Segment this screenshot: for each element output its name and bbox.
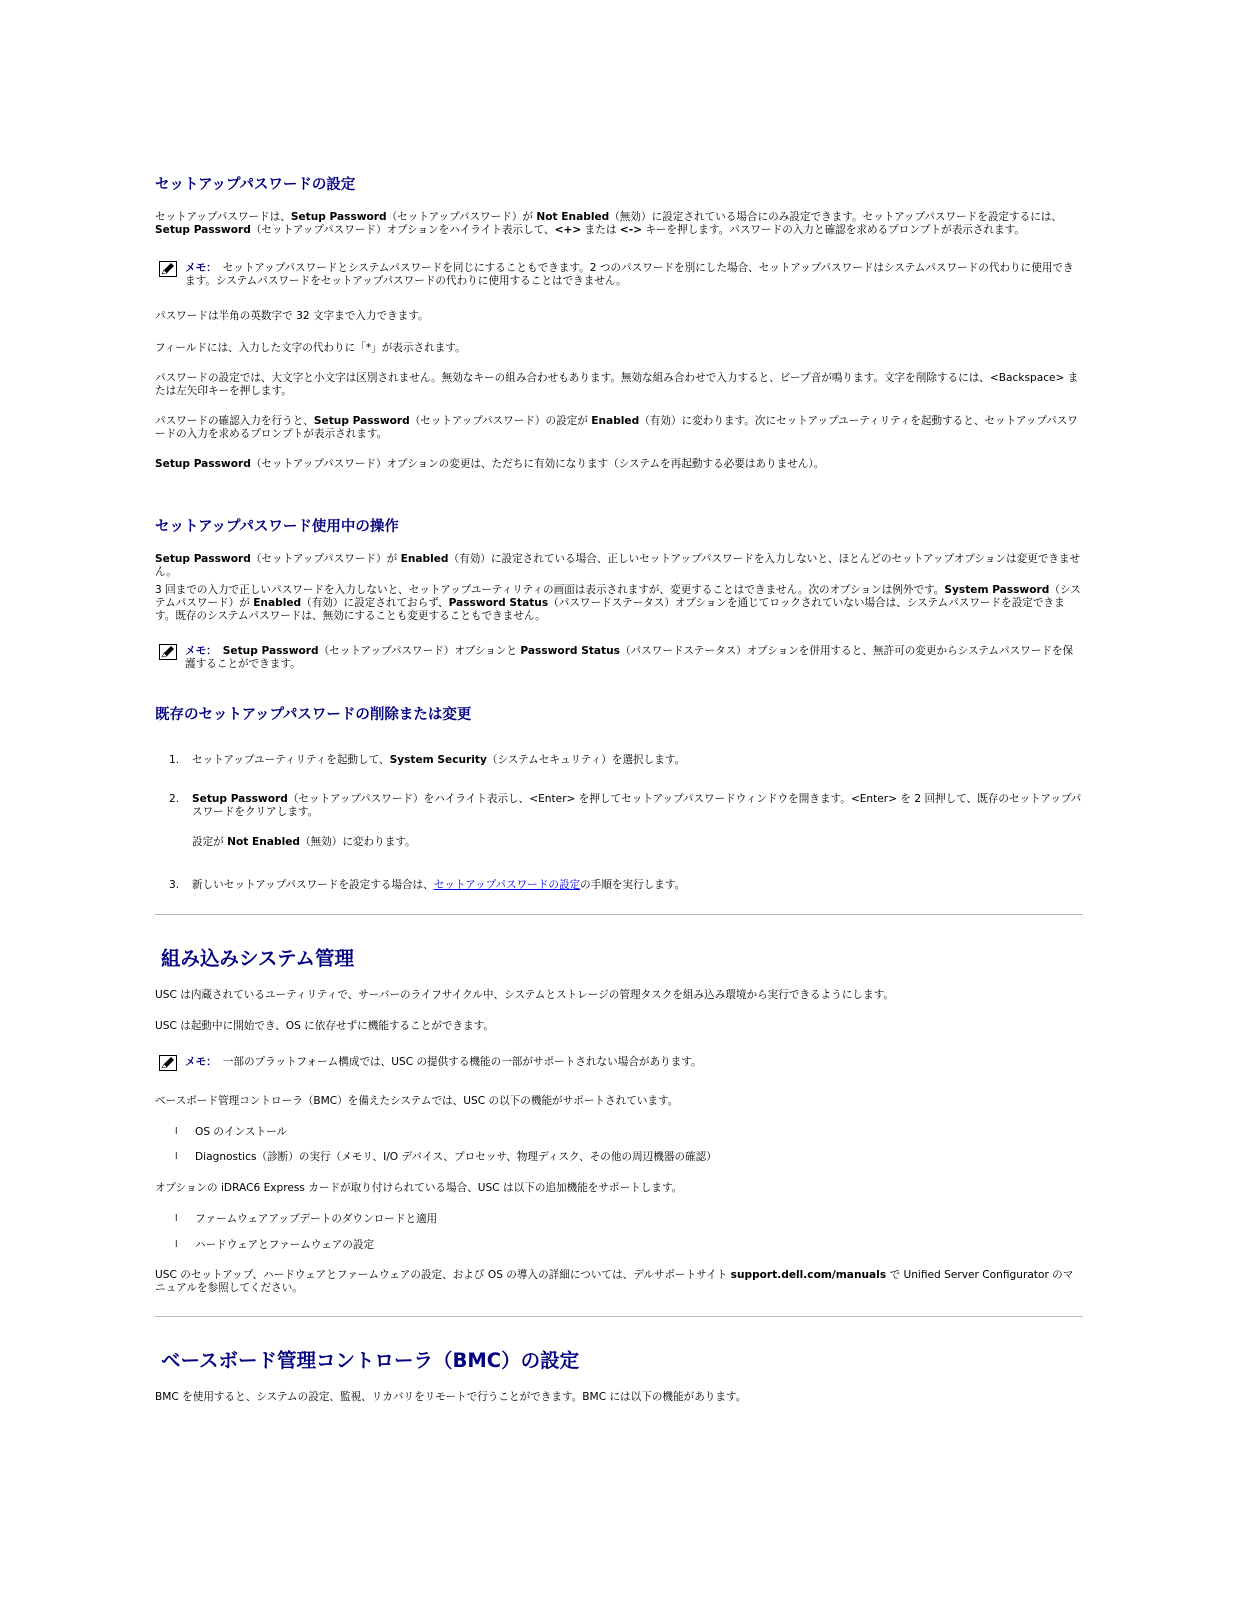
text: （有効）に設定されておらず、 [301,597,449,609]
paragraph-setup-intro [155,211,1083,237]
list-item [169,879,1083,892]
term-setup-password: Setup Password [290,211,387,223]
list-item-text: ハードウェアとファームウェアの設定 [195,1239,375,1251]
step-text [192,754,685,767]
term-setup-password: Setup Password [155,224,251,236]
term-password-status: Password Status [448,597,549,609]
term-setup-password: Setup Password [313,415,410,427]
paragraph-length: パスワードは半角の英数字で 32 文字まで入力できます。 [155,310,429,322]
note-label: メモ： [185,262,217,274]
note-box [155,645,1083,671]
note-pencil-icon [159,644,177,660]
list-item [169,754,1083,767]
paragraph-immediate [155,458,1083,471]
text: （パスワードステータス）オプションを通じてロックされていない場合は、システムパスワードを設定できます。既存のシステムパスワードは、無効にすることも変更することもできません。 [155,597,1065,622]
term-system-password: System Password [944,584,1050,596]
text: USC のセットアップ、ハードウェアとファームウェアの設定、および OS の導入の詳細については、デルサポートサイト [155,1269,731,1281]
term-setup-password: Setup Password [222,645,319,657]
bullet-icon: l [175,1214,178,1224]
note-text [185,645,1083,671]
note-text [185,262,1083,288]
bullet-icon: l [175,1152,178,1162]
text: （有効）に設定されている場合、正しいセットアップパスワードを入力しないと、ほとんどのセットアップオプションは変更できません。 [155,553,1081,578]
text: 新しいセットアップパスワードを設定する場合は、 [192,879,434,891]
term-password-status: Password Status [520,645,620,657]
term-setup-password: Setup Password [192,793,288,805]
text: （セットアップパスワード）が [386,211,537,223]
text: セットアップパスワードとシステムパスワードを同じにすることもできます。2 つのパスワードを別にした場合、セットアップパスワードはシステムパスワードの代わりに使用できます。システムパスワードをセットアップパスワードの代わりに使用することはできません。 [185,262,1074,287]
note-text [185,1056,702,1071]
text: または [581,224,620,236]
list-item [175,1213,437,1226]
term-setup-password: Setup Password [155,458,251,470]
heading-delete-or-change: 既存のセットアップパスワードの削除または変更 [155,707,472,723]
text: 3 回までの入力で正しいパスワードを入力しないと、セットアップユーティリティの画面は表示されますが、変更することはできません。次のオプションは例外です。 [155,584,945,596]
term-enabled: Enabled [591,415,640,427]
term-enabled: Enabled [400,553,449,565]
term-system-security: System Security [389,754,487,766]
text: で Unified Server Configurator のマニュアルを参照してください。 [155,1269,1074,1294]
text: キーを押します。パスワードの入力と確認を求めるプロンプトが表示されます。 [641,224,1026,236]
text: （システムパスワード）が [155,584,1081,609]
paragraph-asterisk: フィールドには、入力した文字の代わりに「*」が表示されます。 [155,342,466,354]
paragraph-usc-intro: USC は内蔵されているユーティリティで、サーバーのライフサイクル中、システムとストレージの管理タスクを組み込み環境から実行できるようにします。 [155,989,894,1001]
support-url: support.dell.com/manuals [730,1269,887,1281]
divider [155,914,1083,915]
note-label: メモ： [185,1056,217,1068]
step-text [192,793,1083,819]
text: （システムセキュリティ）を選択します。 [486,754,686,766]
paragraph-usc-manual [155,1269,1083,1295]
list-item-text: OS のインストール [195,1126,288,1138]
paragraph-three-attempts [155,584,1083,623]
text: （パスワードステータス）オプションを併用すると、無許可の変更からシステムパスワードを保護することができます。 [185,645,1074,670]
link-setup-password[interactable]: セットアップパスワードの設定 [433,879,581,891]
text: の手順を実行します。 [580,879,686,891]
step-number: 2. [169,793,180,805]
text: （セットアップパスワード）が [250,553,401,565]
text: パスワードの確認入力を行うと、 [155,415,314,427]
list-item [175,1239,374,1252]
text: （無効）に変わります。 [299,836,416,848]
divider [155,1316,1083,1317]
text: （セットアップパスワード）をハイライト表示し、<Enter> を押してセットアップパスワードウィンドウを開きます。<Enter> を 2 回押して、既存のセットアップパスワードをクリアします。 [192,793,1082,818]
note-box [155,262,1083,288]
step-result [192,836,1083,849]
heading-bmc-config: ベースボード管理コントローラ（BMC）の設定 [161,1349,580,1372]
list-item [169,793,1083,819]
heading-setup-password-in-use: セットアップパスワード使用中の操作 [155,519,399,535]
text: （セットアップパスワード）オプションをハイライト表示して、 [250,224,555,236]
paragraph-in-use [155,553,1083,579]
step-text [192,879,685,892]
term-setup-password: Setup Password [155,553,251,565]
text: （セットアップパスワード）の設定が [409,415,592,427]
note-box [155,1056,1083,1071]
heading-embedded-management: 組み込みシステム管理 [161,947,355,970]
term-enabled: Enabled [253,597,302,609]
text: セットアップユーティリティを起動して、 [192,754,390,766]
text: セットアップパスワードは、 [155,211,291,223]
term-not-enabled: Not Enabled [227,836,300,848]
list-item-text: Diagnostics（診断）の実行（メモリ、I/O デバイス、プロセッサ、物理ディスク、その他の周辺機器の確認） [195,1151,717,1163]
paragraph-bmc-intro: BMC を使用すると、システムの設定、監視、リカバリをリモートで行うことができます。BMC には以下の機能があります。 [155,1391,747,1403]
text: 一部のプラットフォーム構成では、USC の提供する機能の一部がサポートされない場合があります。 [222,1056,702,1068]
paragraph-case: パスワードの設定では、大文字と小文字は区別されません。無効なキーの組み合わせもあります。無効な組み合わせで入力すると、ビープ音が鳴ります。文字を削除するには、<Backspace> または左矢印キーを押します。 [155,372,1079,397]
text: （セットアップパスワード）オプションと [318,645,521,657]
note-pencil-icon [159,261,177,277]
step-number: 3. [169,879,180,891]
bullet-icon: l [175,1127,178,1137]
list-item-text: ファームウェアアップデートのダウンロードと適用 [195,1213,438,1225]
heading-setup-password: セットアップパスワードの設定 [155,177,356,193]
bullet-icon: l [175,1240,178,1250]
key-minus: <-> [619,224,642,236]
paragraph-usc-boot: USC は起動中に開始でき、OS に依存せずに機能することができます。 [155,1020,495,1032]
text: （セットアップパスワード）オプションの変更は、ただちに有効になります（システムを再起動する必要はありません）。 [250,458,825,470]
note-pencil-icon [159,1055,177,1071]
text: 設定が [192,836,228,848]
list-item [175,1126,287,1139]
list-item [175,1151,717,1164]
text: （有効）に変わります。次にセットアップユーティリティを起動すると、セットアップパスワードの入力を求めるプロンプトが表示されます。 [155,415,1078,440]
text: （無効）に設定されている場合にのみ設定できます。セットアップパスワードを設定するには、 [609,211,1062,223]
term-not-enabled: Not Enabled [536,211,610,223]
note-label: メモ： [185,645,217,657]
step-number: 1. [169,754,180,766]
paragraph-idrac: オプションの iDRAC6 Express カードが取り付けられている場合、USC は以下の追加機能をサポートします。 [155,1182,683,1194]
paragraph-bmc-features: ベースボード管理コントローラ（BMC）を備えたシステムでは、USC の以下の機能がサポートされています。 [155,1095,679,1107]
paragraph-confirm [155,415,1083,441]
key-plus: <+> [554,224,582,236]
